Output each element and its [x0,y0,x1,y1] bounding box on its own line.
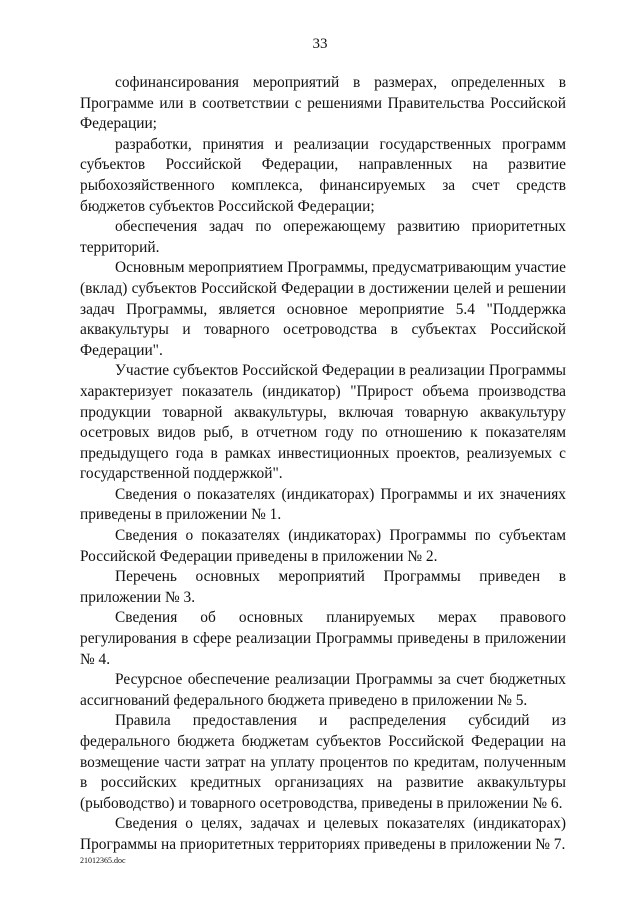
paragraph-cofinancing: софинансирования мероприятий в размерах, определенных в Программе или в соответствии с решениями Правительства Российской Федерации; [80,74,566,133]
paragraph-indicator: Участие субъектов Российской Федерации в реализации Программы характеризует показатель (индикатор) "Прирост объема производства продукции товарной аквакультуры, включая товарную аквакультуру осетровых видов рыб, в отчетном году по отношению к показателям предыдущего года в рамках инвестиционных проектов, реализуемых с государственной поддержкой". [80,362,566,483]
document-body [80,73,566,856]
paragraph-main-activity: Основным мероприятием Программы, предусматривающим участие (вклад) субъектов Российской Федерации в достижении целей и решении задач Программы, является основное мероприятие 5.4 "Поддержка аквакультуры и товарного осетроводства в субъектах Российской Федерации". [80,259,566,359]
paragraph-appendix-7: Сведения о целях, задачах и целевых показателях (индикаторах) Программы на приоритетных территориях приведены в приложении № 7. [80,815,566,853]
paragraph-priority-territories: обеспечения задач по опережающему развитию приоритетных территорий. [80,218,566,256]
paragraph-regional-programs: разработки, принятия и реализации государственных программ субъектов Российской Федерации, направленных на развитие рыбохозяйственного комплекса, финансируемых за счет средств бюджетов субъектов Российской Федерации; [80,135,566,215]
paragraph-appendix-3: Перечень основных мероприятий Программы приведен в приложении № 3. [80,568,566,606]
paragraph-appendix-6: Правила предоставления и распределения субсидий из федерального бюджета бюджетам субъектов Российской Федерации на возмещение части затрат на уплату процентов по кредитам, полученным в российских кредитных организациях на развитие аквакультуры (рыбоводство) и товарного осетроводства, приведены в приложении № 6. [80,712,566,812]
page-number: 33 [312,36,328,52]
paragraph-appendix-4: Сведения об основных планируемых мерах правового регулирования в сфере реализации Программы приведены в приложении № 4. [80,609,566,668]
footer-file-code: 21012365.doc [80,856,126,865]
paragraph-appendix-1: Сведения о показателях (индикаторах) Программы и их значениях приведены в приложении № 1. [80,485,566,524]
paragraph-appendix-2: Сведения о показателях (индикаторах) Программы по субъектам Российской Федерации приведены в приложении № 2. [80,527,566,565]
paragraph-appendix-5: Ресурсное обеспечение реализации Программы за счет бюджетных ассигнований федерального бюджета приведено в приложении № 5. [80,671,566,709]
